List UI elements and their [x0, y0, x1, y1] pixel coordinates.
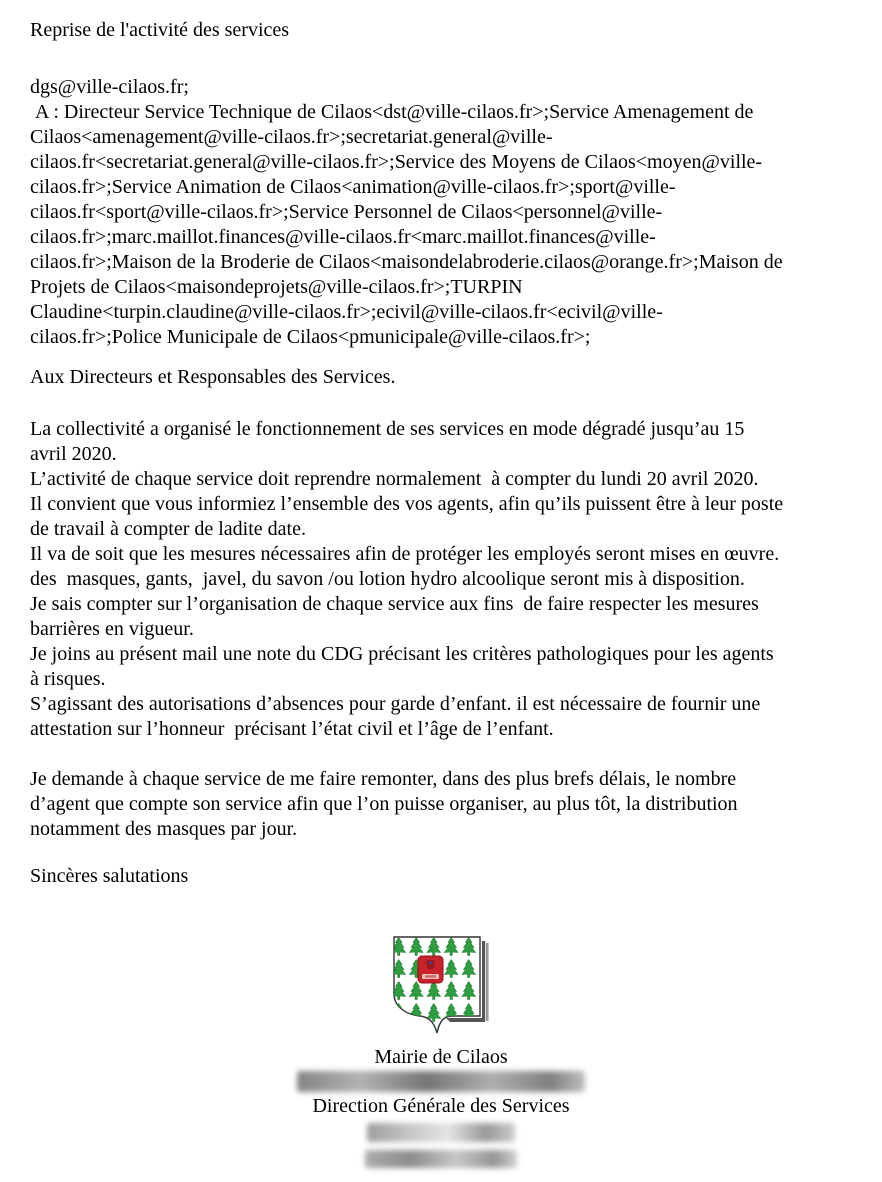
cilaos-coat-of-arms-icon [389, 934, 493, 1038]
body-text-line: Il convient que vous informiez l’ensemble des vos agents, afin qu’ils puissent être à leur poste [30, 493, 784, 515]
body-text-line: S’agissant des autorisations d’absences pour garde d’enfant. il est nécessaire de fournir une [30, 693, 761, 715]
recipients-line: Cilaos<amenagement@ville-cilaos.fr>;secretariat.general@ville- [30, 126, 553, 148]
body-text-line: d’agent que compte son service afin que l’on puisse organiser, au plus tôt, la distribution [30, 793, 738, 815]
email-subject: Reprise de l'activité des services [30, 19, 290, 41]
sender-address: dgs@ville-cilaos.fr; [30, 76, 189, 98]
recipients-line: Claudine<turpin.claudine@ville-cilaos.fr>;ecivil@ville-cilaos.fr<ecivil@ville- [30, 301, 663, 323]
body-text-line: Je joins au présent mail une note du CDG précisant les critères pathologiques pour les agents [30, 643, 774, 665]
body-text-line: barrières en vigueur. [30, 618, 194, 640]
body-text-line: à risques. [30, 668, 106, 690]
signature-block [30, 934, 852, 1168]
redacted-signature-line [365, 1150, 517, 1168]
recipients-line: cilaos.fr>;Maison de la Broderie de Cilaos<maisondelabroderie.cilaos@orange.fr>;Maison de [30, 251, 783, 273]
signature-department: Direction Générale des Services [312, 1095, 570, 1117]
recipients-line: cilaos.fr<secretariat.general@ville-cilaos.fr>;Service des Moyens de Cilaos<moyen@ville- [30, 151, 763, 173]
body-text-line: L’activité de chaque service doit reprendre normalement à compter du lundi 20 avril 2020. [30, 468, 759, 490]
recipients-line: cilaos.fr>;marc.maillot.finances@ville-cilaos.fr<marc.maillot.finances@ville- [30, 226, 656, 248]
recipients-line: cilaos.fr>;Police Municipale de Cilaos<pmunicipale@ville-cilaos.fr>; [30, 326, 591, 348]
body-text-line: avril 2020. [30, 443, 117, 465]
recipients-line: A : Directeur Service Technique de Cilaos<dst@ville-cilaos.fr>;Service Amenagement de [30, 101, 754, 123]
redacted-signature-line [367, 1123, 515, 1142]
recipients-line: cilaos.fr>;Service Animation de Cilaos<animation@ville-cilaos.fr>;sport@ville- [30, 176, 676, 198]
body-text-line: des masques, gants, javel, du savon /ou lotion hydro alcoolique seront mis à disposition. [30, 568, 745, 590]
body-text-line: notamment des masques par jour. [30, 818, 298, 840]
body-text-line: La collectivité a organisé le fonctionnement de ses services en mode dégradé jusqu’au 15 [30, 418, 745, 440]
recipients-block [30, 100, 852, 350]
closing-salutation: Sincères salutations [30, 865, 189, 887]
signature-organization: Mairie de Cilaos [374, 1046, 508, 1068]
body-text-line: de travail à compter de ladite date. [30, 518, 306, 540]
body-text-line: attestation sur l’honneur précisant l’état civil et l’âge de l’enfant. [30, 718, 554, 740]
body-text-line: Je demande à chaque service de me faire remonter, dans des plus brefs délais, le nombre [30, 768, 737, 790]
body-text-line: Il va de soit que les mesures nécessaires afin de protéger les employés seront mises en œuvre. [30, 543, 780, 565]
recipients-line: Projets de Cilaos<maisondeprojets@ville-cilaos.fr>;TURPIN [30, 276, 523, 298]
redacted-signature-line [297, 1071, 585, 1092]
salutation: Aux Directeurs et Responsables des Services. [30, 366, 396, 388]
recipients-line: cilaos.fr<sport@ville-cilaos.fr>;Service Personnel de Cilaos<personnel@ville- [30, 201, 663, 223]
body-paragraph-1 [30, 417, 852, 742]
body-text-line: Je sais compter sur l’organisation de chaque service aux fins de faire respecter les mesures [30, 593, 759, 615]
body-paragraph-2 [30, 767, 852, 842]
